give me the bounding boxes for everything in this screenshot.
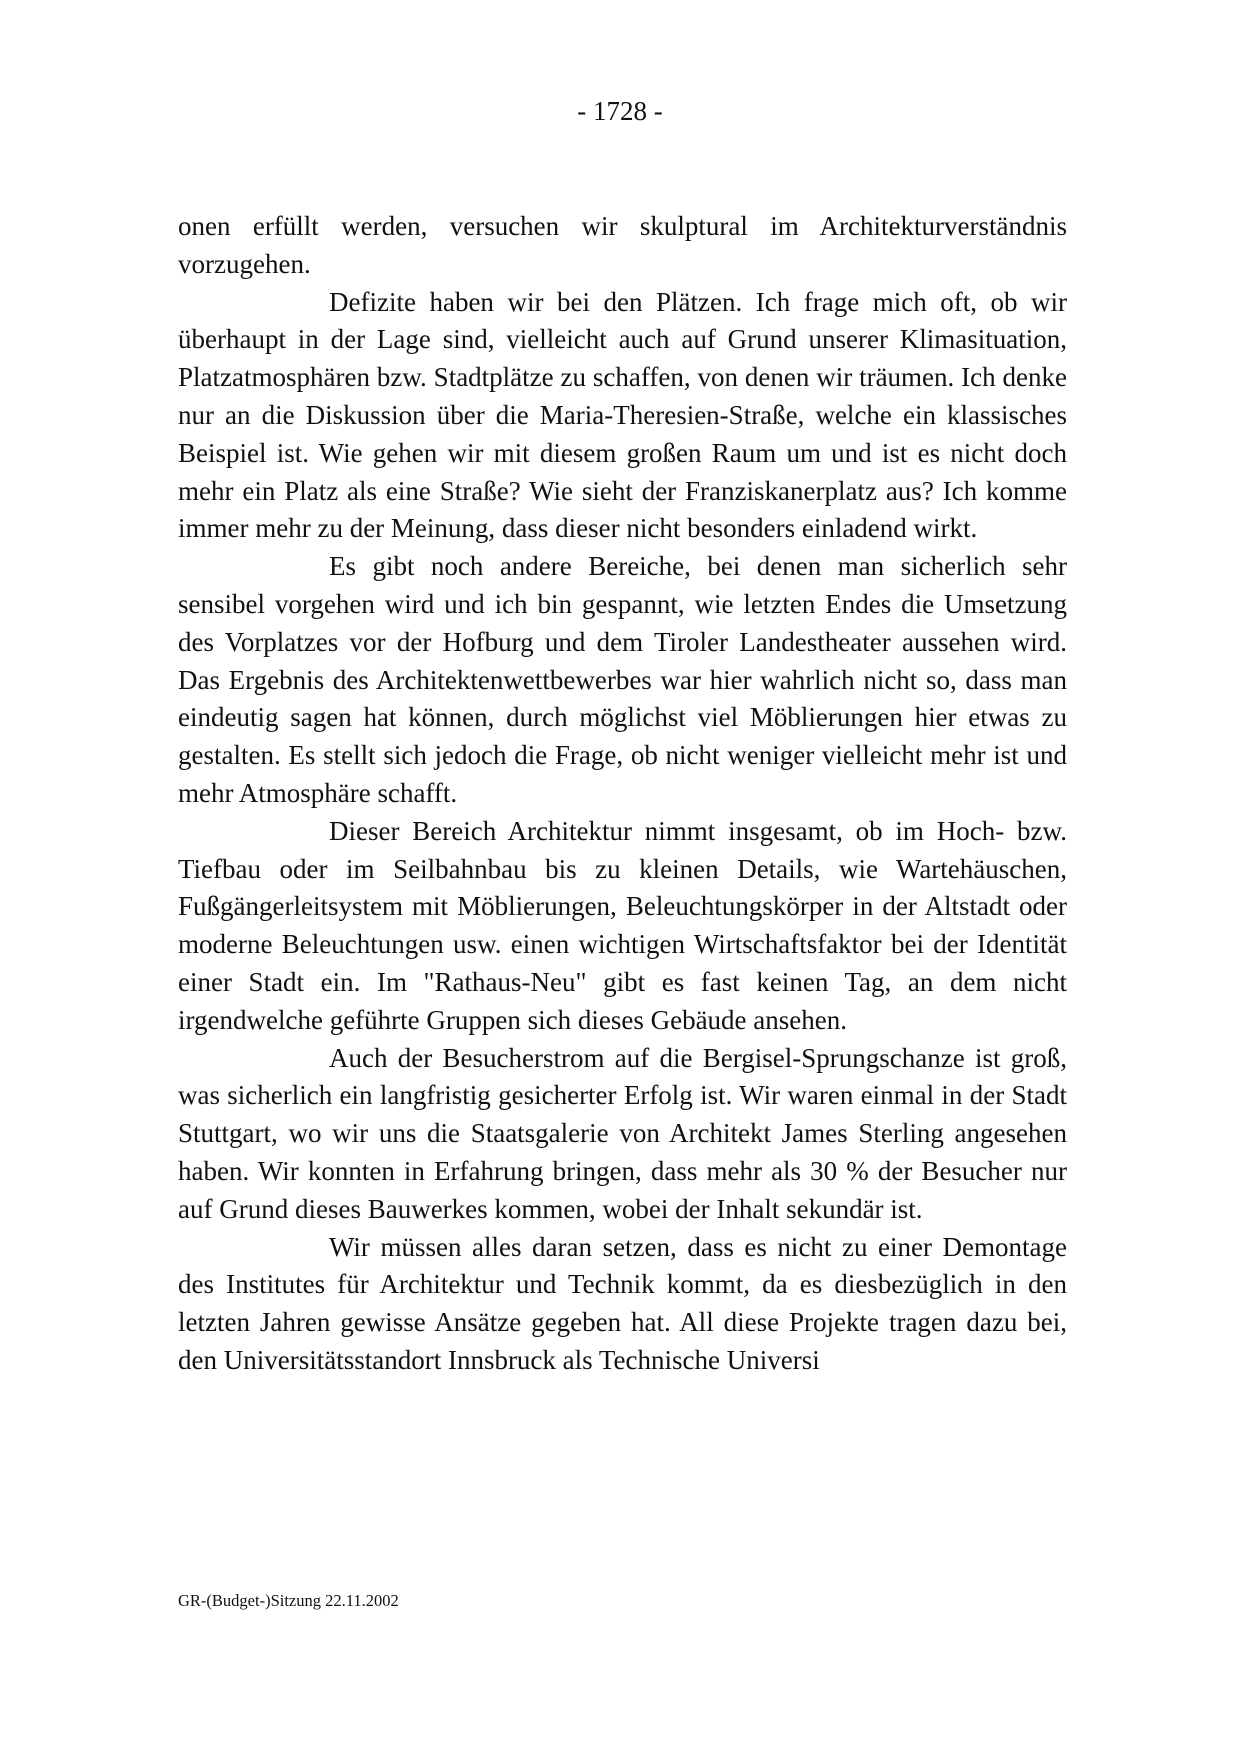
- paragraph-4: Dieser Bereich Architektur nimmt insgesamt, ob im Hoch- bzw. Tiefbau oder im Seilbahnbau bis zu kleinen Details, wie Wartehäuschen, Fußgängerleitsystem mit Möblierungen, Beleuchtungskörper in der Altstadt oder moderne Beleuchtungen usw. einen wichtigen Wirtschaftsfaktor bei der Identität einer Stadt ein. Im "Rathaus-Neu" gibt es fast keinen Tag, an dem nicht irgendwelche geführte Gruppen sich dieses Gebäude ansehen.: [178, 815, 1067, 1035]
- footer-session-date: GR-(Budget-)Sitzung 22.11.2002: [178, 1591, 399, 1610]
- paragraph-2: Defizite haben wir bei den Plätzen. Ich frage mich oft, ob wir überhaupt in der Lage sind, vielleicht auch auf Grund unserer Klimasituation, Platzatmosphären bzw. Stadtplätze zu schaffen, von denen wir träumen. Ich denke nur an die Diskussion über die Maria-Theresien-Straße, welche ein klassisches Beispiel ist. Wie gehen wir mit diesem großen Raum um und ist es nicht doch mehr ein Platz als eine Straße? Wie sieht der Franziskanerplatz aus? Ich komme immer mehr zu der Meinung, dass dieser nicht besonders einladend wirkt.: [178, 286, 1067, 544]
- body-text: [178, 208, 1067, 1380]
- paragraph-5: Auch der Besucherstrom auf die Bergisel-Sprungschanze ist groß, was sicherlich ein langfristig gesicherter Erfolg ist. Wir waren einmal in der Stadt Stuttgart, wo wir uns die Staatsgalerie von Architekt James Sterling angesehen haben. Wir konnten in Erfahrung bringen, dass mehr als 30 % der Besucher nur auf Grund dieses Bauwerkes kommen, wobei der Inhalt sekundär ist.: [178, 1042, 1067, 1224]
- paragraph-1: onen erfüllt werden, versuchen wir skulptural im Architekturverständnis vorzugehen.: [178, 211, 1067, 279]
- paragraph-3: Es gibt noch andere Bereiche, bei denen man sicherlich sehr sensibel vorgehen wird und ich bin gespannt, wie letzten Endes die Umsetzung des Vorplatzes vor der Hofburg und dem Tiroler Landestheater aussehen wird. Das Ergebnis des Architektenwettbewerbes war hier wahrlich nicht so, dass man eindeutig sagen hat können, durch möglichst viel Möblierungen hier etwas zu gestalten. Es stellt sich jedoch die Frage, ob nicht weniger vielleicht mehr ist und mehr Atmosphäre schafft.: [178, 551, 1067, 808]
- page-number: - 1728 -: [577, 96, 663, 126]
- paragraph-6: Wir müssen alles daran setzen, dass es nicht zu einer Demontage des Institutes für Architektur und Technik kommt, da es diesbezüglich in den letzten Jahren gewisse Ansätze gegeben hat. All diese Projekte tragen dazu bei, den Universitätsstandort Innsbruck als Technische Universi: [178, 1231, 1067, 1375]
